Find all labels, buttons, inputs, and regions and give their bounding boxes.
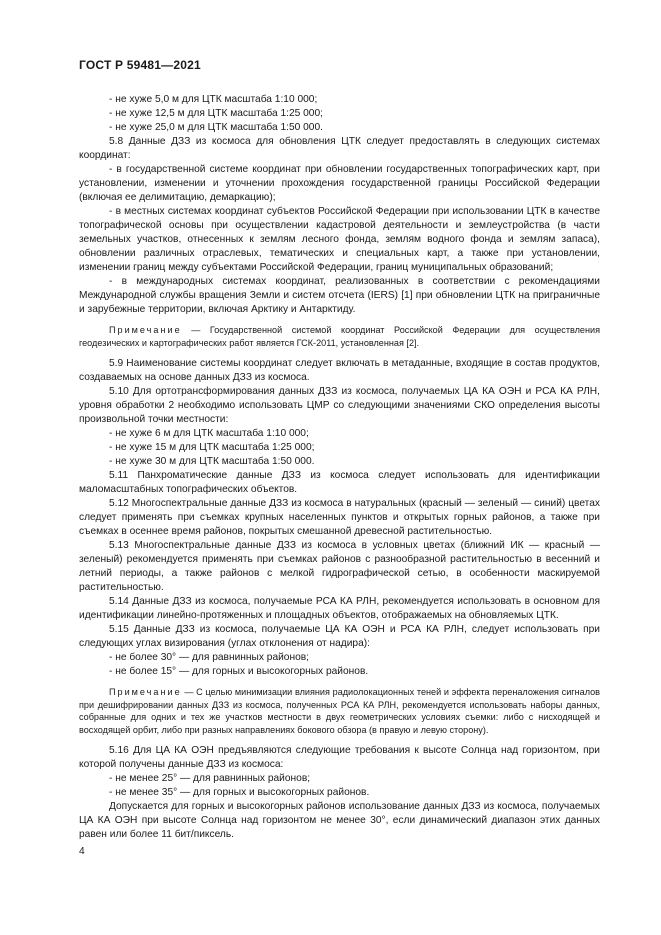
document-header: ГОСТ Р 59481—2021 [79, 58, 201, 72]
note-text: — Государственной системой координат Российской Федерации для осуществления геодезических и картографических работ является ГСК-2011, установленная [2]. [79, 325, 600, 348]
body-paragraph: 5.11 Панхроматические данные ДЗЗ из космоса следует использовать для идентификации маломасштабных топографических объектов. [79, 470, 600, 495]
body-paragraph: - не менее 25° — для равнинных районов; [109, 773, 311, 784]
body-paragraph: - не хуже 25,0 м для ЦТК масштаба 1:50 000. [109, 122, 323, 133]
body-paragraph: - не хуже 6 м для ЦТК масштаба 1:10 000; [109, 428, 309, 439]
note-paragraph [79, 324, 600, 349]
note-label: Примечание [109, 325, 182, 335]
body-paragraph: - не хуже 12,5 м для ЦТК масштаба 1:25 000; [109, 108, 323, 119]
body-paragraph: - в местных системах координат субъектов Российской Федерации при использовании ЦТК в качестве топографической основы при осуществлении кадастровой деятельности и землеустройства (в части земельных участков, отнесенных к землям лесного фонда, землям водного фонда и землям запаса), обновлении различных отраслевых, тематических и специальных карт, а также при установлении, изменении границ между субъектами Российской Федерации, границ муниципальных образований; [79, 206, 600, 273]
body-paragraph: 5.10 Для ортотрансформирования данных ДЗЗ из космоса, получаемых ЦА КА ОЭН и РСА КА РЛН, уровня обработки 2 необходимо использовать ЦМР со следующими значениями СКО определения высоты произвольной точки местности: [79, 386, 600, 425]
note-label: Примечание [109, 687, 182, 697]
body-paragraph: 5.12 Многоспектральные данные ДЗЗ из космоса в натуральных (красный — зеленый — синий) цветах следует применять при съемках крупных населенных пунктов и открытых горных районов, а также при съемках в осеннее время районов, покрытых смешанной древесной растительностью. [79, 498, 600, 537]
body-paragraph: 5.13 Многоспектральные данные ДЗЗ из космоса в условных цветах (ближний ИК — красный — зеленый) рекомендуется применять при съемках районов с разнообразной растительностью в весенний и летний периоды, а также районов с мелкой гидрографической сетью, в особенности маскируемой растительностью. [79, 540, 600, 593]
body-paragraph: - не хуже 5,0 м для ЦТК масштаба 1:10 000; [109, 94, 318, 105]
body-paragraph: Допускается для горных и высокогорных районов использование данных ДЗЗ из космоса, получаемых ЦА КА ОЭН при высоте Солнца над горизонтом не менее 30°, если динамический диапазон этих данных равен или более 11 бит/пиксель. [79, 801, 600, 840]
body-paragraph: 5.8 Данные ДЗЗ из космоса для обновления ЦТК следует предоставлять в следующих системах координат: [79, 136, 600, 161]
document-body [79, 93, 600, 842]
body-paragraph: 5.15 Данные ДЗЗ из космоса, получаемые ЦА КА ОЭН и РСА КА РЛН, следует использовать при следующих углах визирования (углах отклонения от надира): [79, 624, 600, 649]
body-paragraph: 5.14 Данные ДЗЗ из космоса, получаемые РСА КА РЛН, рекомендуется использовать в основном для идентификации линейно-протяженных и площадных объектов, отображаемых на обновляемых ЦТК. [79, 596, 600, 621]
body-paragraph: - не более 15° — для горных и высокогорных районов. [109, 666, 369, 677]
body-paragraph: - в государственной системе координат при обновлении государственных топографических карт, при установлении, изменении и уточнении прохождения государственной границы Российской Федерации (включая ее делимитацию, демаркацию); [79, 164, 600, 203]
note-paragraph [79, 686, 600, 736]
body-paragraph: - не более 30° — для равнинных районов; [109, 652, 309, 663]
note-text: — С целью минимизации влияния радиолокационных теней и эффекта переналожения сигналов при дешифрировании данных ДЗЗ из космоса, полученных РСА КА РЛН, рекомендуется использовать наборы данных, собранные для одних и тех же участков местности в двух геометрических условиях съемки: либо с нисходящей и восходящей орбит, либо при разных направлениях бокового обзора (в правую и левую сторону). [79, 687, 600, 735]
page-number: 4 [79, 846, 85, 857]
body-paragraph: - в международных системах координат, реализованных в соответствии с рекомендациями Международной службы вращения Земли и систем отсчета (IERS) [1] при обновлении ЦТК на приграничные и зарубежные территории, включая Арктику и Антарктиду. [79, 276, 600, 315]
body-paragraph: - не хуже 30 м для ЦТК масштаба 1:50 000. [109, 456, 315, 467]
body-paragraph: - не хуже 15 м для ЦТК масштаба 1:25 000; [109, 442, 315, 453]
body-paragraph: 5.9 Наименование системы координат следует включать в метаданные, входящие в состав продуктов, создаваемых на основе данных ДЗЗ из космоса. [79, 358, 600, 383]
body-paragraph: - не менее 35° — для горных и высокогорных районов. [109, 787, 370, 798]
body-paragraph: 5.16 Для ЦА КА ОЭН предъявляются следующие требования к высоте Солнца над горизонтом, при которой получены данные ДЗЗ из космоса: [79, 745, 600, 770]
